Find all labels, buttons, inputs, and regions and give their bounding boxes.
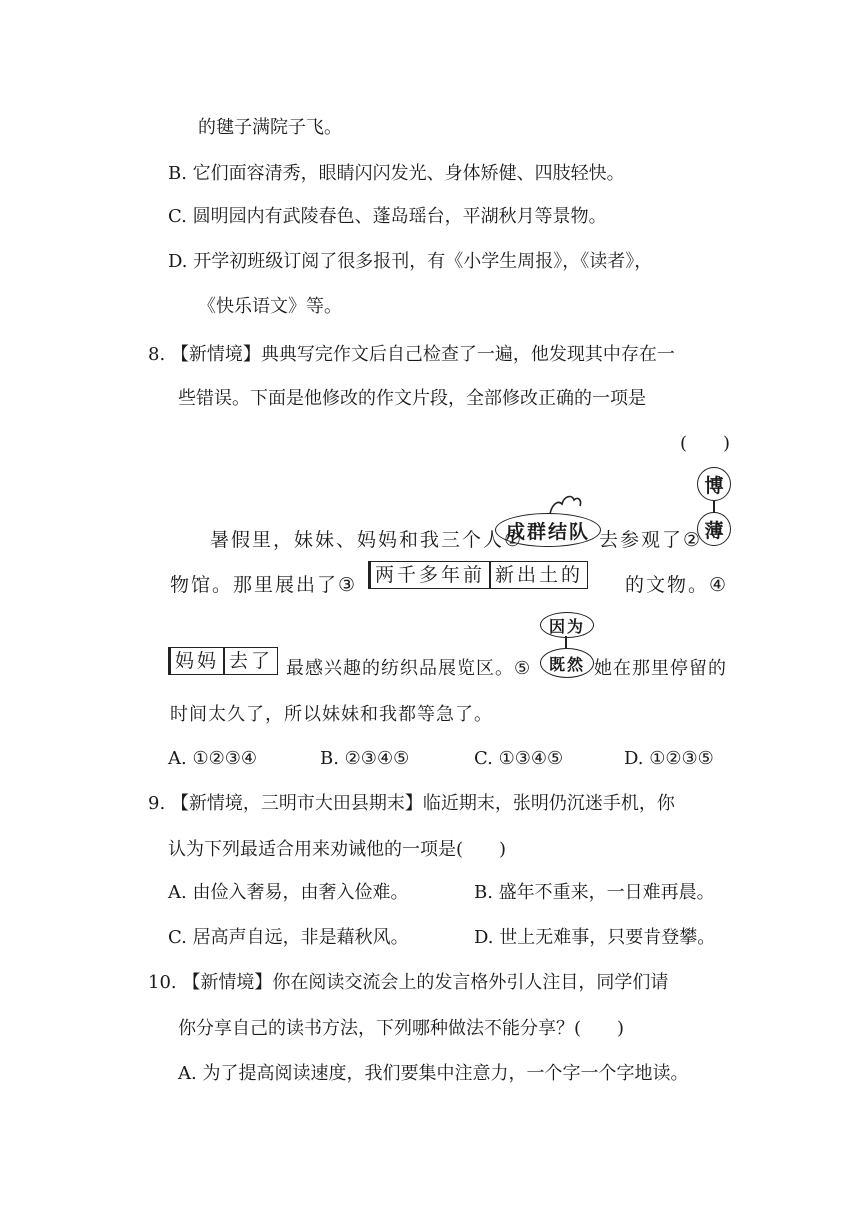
edit-1-word: 成群结队 — [505, 520, 590, 543]
edit-mark-5-bottom — [540, 648, 594, 678]
edit-mark-5-top — [540, 612, 594, 638]
q8-stem-line2: 些错误。下面是他修改的作文片段，全部修改正确的一项是 — [178, 388, 646, 409]
edit-2-bottom-char: 薄 — [704, 519, 724, 542]
q8-option-d: D. ①②③⑤ — [624, 748, 714, 769]
q9-stem-line2: 认为下列最适合用来劝诫他的一项是( ) — [168, 839, 507, 860]
passage-line3-text: 最感兴趣的纺织品展览区。⑤ — [286, 658, 532, 679]
insertion-swirl-icon — [548, 490, 584, 516]
q8-option-c: C. ①③④⑤ — [474, 748, 564, 769]
q8-stem-line1: 8. 【新情境】典典写完作文后自己检查了一遍，他发现其中存在一 — [148, 344, 675, 365]
q9-stem-line1: 9. 【新情境，三明市大田县期末】临近期末，张明仍沉迷手机，你 — [148, 793, 675, 814]
q7-option-d: D. 开学初班级订阅了很多报刊，有《小学生周报》，《读者》， — [168, 251, 653, 272]
edit-mark-2-top — [697, 467, 731, 501]
edit-mark-1-circled — [495, 513, 601, 547]
edit-5-top-word: 因为 — [548, 616, 585, 636]
edit-mark-2-bottom — [697, 512, 731, 546]
passage-line1-after: 去参观了② — [599, 529, 703, 551]
q9-option-c: C. 居高声自远，非是藉秋风。 — [168, 927, 409, 948]
box-4a: 妈妈 — [168, 647, 224, 675]
q7-option-a-continuation: 的毽子满院子飞。 — [198, 117, 342, 138]
q7-option-b: B. 它们面容清秀，眼睛闪闪发光、身体矫健、四肢轻快。 — [168, 163, 625, 184]
edit-5-word: 既然 — [548, 654, 585, 674]
q10-stem-line2: 你分享自己的读书方法，下列哪种做法不能分享？( ) — [178, 1018, 625, 1039]
q10-option-a: A. 为了提高阅读速度，我们要集中注意力，一个字一个字地读。 — [178, 1063, 689, 1084]
q8-option-b: B. ②③④⑤ — [320, 748, 410, 769]
passage-line1-text: 暑假里，妹妹、妈妈和我三个人① — [210, 529, 524, 551]
q9-option-a: A. 由俭入奢易，由奢入俭难。 — [168, 882, 409, 903]
edit-connector-line-5 — [565, 636, 567, 648]
passage-line2-text: 物馆。那里展出了③ — [170, 574, 358, 596]
q10-stem-line1: 10. 【新情境】你在阅读交流会上的发言格外引人注目，同学们请 — [148, 972, 669, 993]
passage-line2-after: 的文物。④ — [625, 574, 729, 596]
edit-mark-4-boxes — [168, 647, 278, 675]
passage-line4-text: 时间太久了，所以妹妹和我都等急了。 — [170, 704, 493, 725]
q9-option-b: B. 盛年不重来，一日难再晨。 — [474, 882, 715, 903]
q7-option-d-continuation: 《快乐语文》等。 — [198, 296, 342, 317]
box-4b: 去了 — [224, 647, 278, 675]
box-3a: 两千多年前 — [368, 561, 490, 589]
q8-answer-bracket: ( ) — [680, 433, 731, 454]
q9-option-d: D. 世上无难事，只要肯登攀。 — [474, 927, 716, 948]
passage-line3-after: 她在那里停留的 — [594, 658, 727, 679]
q7-option-c: C. 圆明园内有武陵春色、蓬岛瑶台，平湖秋月等景物。 — [168, 206, 607, 227]
edit-2-top-char: 博 — [704, 474, 724, 497]
box-3b: 新出土的 — [490, 561, 588, 589]
q8-option-a: A. ①②③④ — [168, 748, 257, 769]
edit-mark-3-boxes — [368, 561, 588, 589]
